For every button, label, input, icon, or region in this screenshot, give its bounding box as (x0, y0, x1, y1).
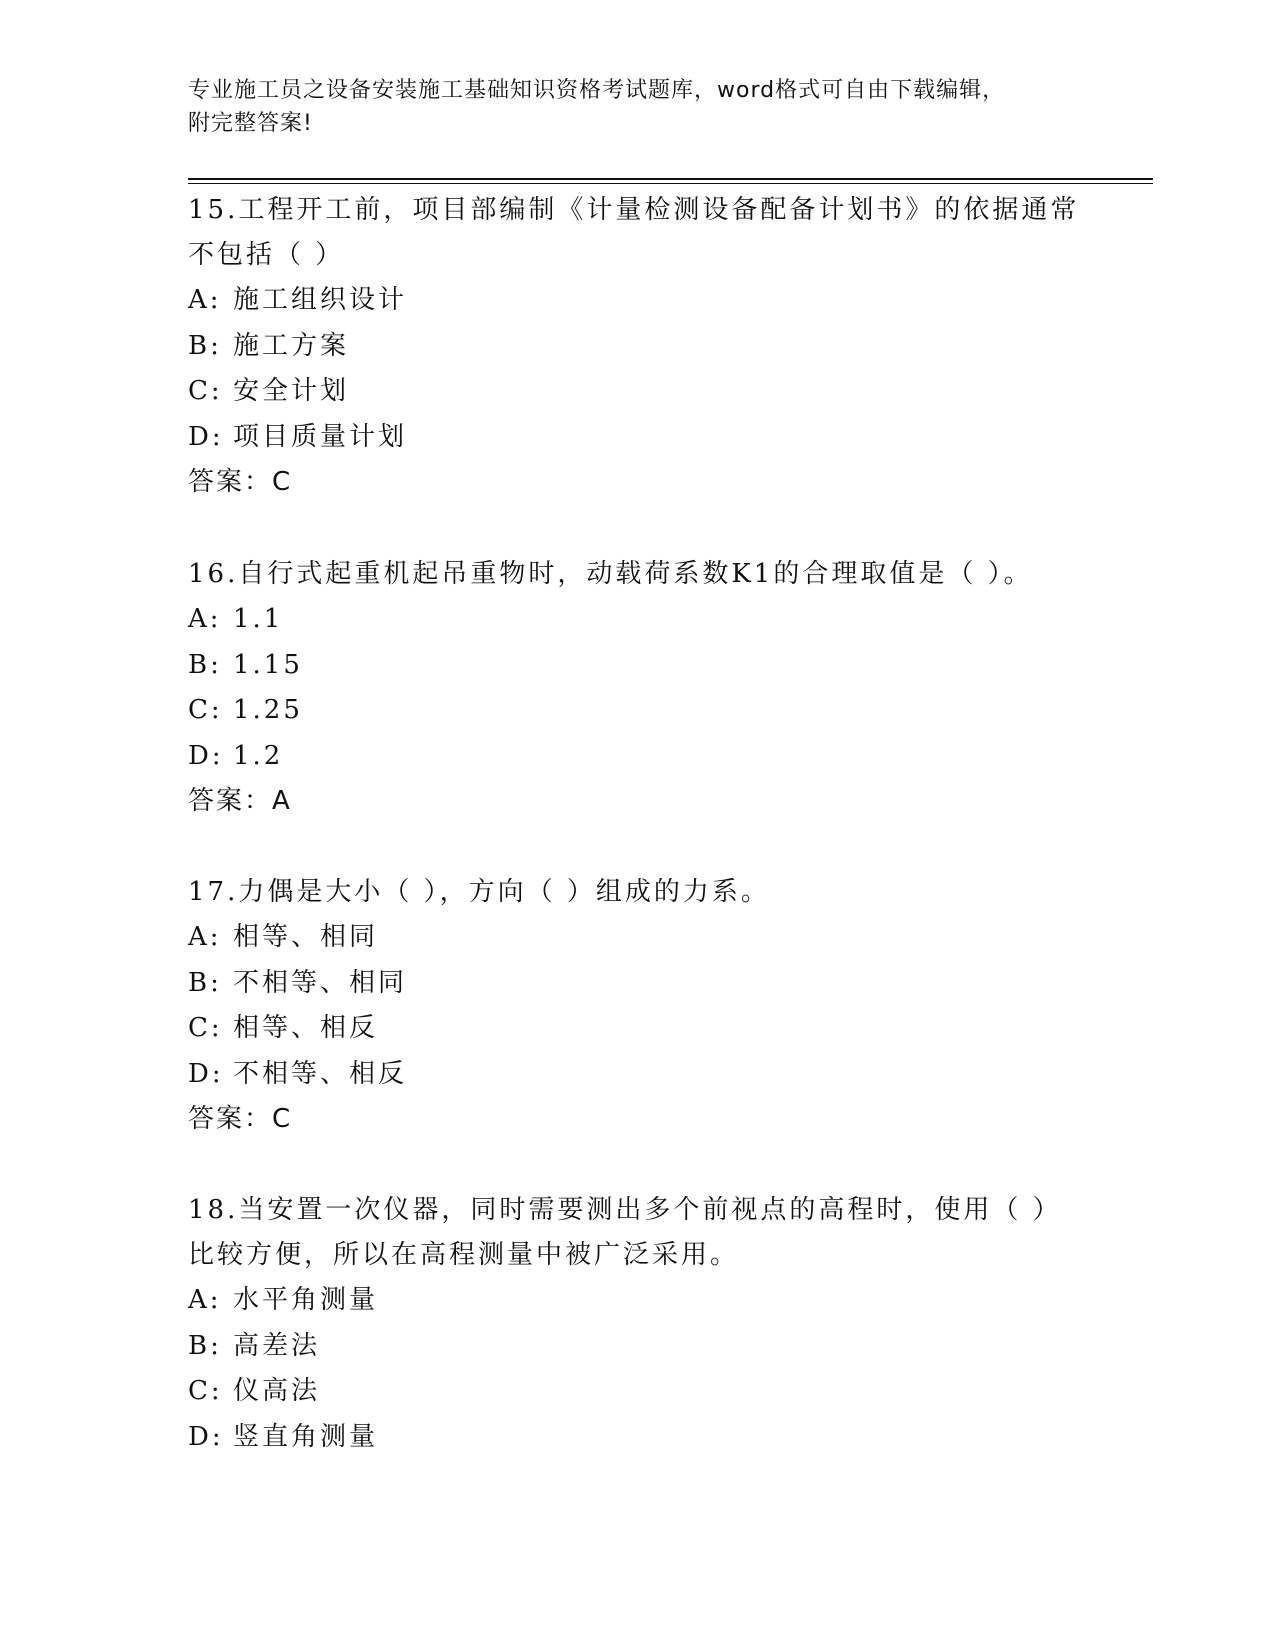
header-divider-thick (188, 178, 1153, 180)
option-text: 相等、相同 (233, 922, 379, 952)
option-d (188, 1415, 1088, 1461)
option-text: 仪高法 (233, 1376, 321, 1406)
header-divider-thin (188, 183, 1153, 184)
option-d (188, 415, 1088, 461)
option-text: 不相等、相反 (233, 1058, 408, 1089)
option-letter: C: (188, 376, 223, 406)
option-letter: A: (188, 285, 222, 315)
answer: 答案：A (188, 786, 292, 816)
option-letter: C: (188, 1013, 223, 1043)
header-line-1: 专业施工员之设备安装施工基础知识资格考试题库，word格式可自由下载编辑， (188, 78, 1006, 103)
option-a (188, 278, 1088, 324)
option-letter: A: (188, 922, 222, 952)
option-text: 相等、相反 (233, 1013, 379, 1043)
option-a (188, 1278, 1088, 1324)
option-letter: D: (188, 1421, 224, 1452)
option-c (188, 369, 1088, 415)
option-b (188, 1324, 1088, 1370)
question-stem: 15.工程开工前，项目部编制《计量检测设备配备计划书》的依据通常不包括（ ） (188, 195, 1080, 270)
option-c (188, 1369, 1088, 1415)
option-letter: D: (188, 421, 224, 452)
option-a (188, 915, 1088, 961)
option-letter: B: (188, 1330, 222, 1361)
option-text: 施工组织设计 (233, 285, 408, 315)
question-stem: 17.力偶是大小（ ），方向（ ）组成的力系。 (188, 877, 770, 907)
option-letter: D: (188, 1058, 224, 1089)
option-text: 1.15 (233, 649, 303, 680)
option-text: 不相等、相同 (233, 967, 408, 998)
option-c (188, 1006, 1088, 1052)
option-letter: D: (188, 740, 224, 771)
option-text: 施工方案 (233, 330, 350, 361)
option-letter: C: (188, 1376, 223, 1406)
option-b (188, 961, 1088, 1007)
option-letter: B: (188, 967, 222, 998)
option-text: 项目质量计划 (233, 421, 408, 452)
document-header (188, 74, 1068, 140)
option-b (188, 324, 1088, 370)
option-a (188, 597, 1088, 643)
option-letter: A: (188, 1285, 222, 1315)
header-line-2: 附完整答案! (188, 111, 313, 136)
question-stem: 16.自行式起重机起吊重物时，动载荷系数K1的合理取值是（ ）。 (188, 559, 1033, 589)
question-15 (188, 188, 1088, 505)
answer: 答案：C (188, 467, 293, 497)
option-text: 水平角测量 (233, 1285, 379, 1315)
answer: 答案：C (188, 1104, 293, 1134)
option-text: 1.2 (233, 740, 284, 771)
option-d (188, 1052, 1088, 1098)
option-b (188, 643, 1088, 689)
question-17 (188, 870, 1088, 1142)
question-16 (188, 552, 1088, 824)
option-c (188, 688, 1088, 734)
option-text: 1.25 (233, 695, 303, 725)
option-text: 高差法 (233, 1330, 321, 1361)
option-letter: B: (188, 330, 222, 361)
option-letter: A: (188, 604, 222, 634)
question-18 (188, 1188, 1088, 1460)
option-text: 1.1 (233, 604, 284, 634)
option-letter: B: (188, 649, 222, 680)
question-stem: 18.当安置一次仪器，同时需要测出多个前视点的高程时，使用（ ）比较方便，所以在高程测量中被广泛采用。 (188, 1195, 1062, 1270)
option-letter: C: (188, 695, 223, 725)
option-text: 安全计划 (233, 376, 350, 406)
option-text: 竖直角测量 (233, 1421, 379, 1452)
option-d (188, 734, 1088, 780)
